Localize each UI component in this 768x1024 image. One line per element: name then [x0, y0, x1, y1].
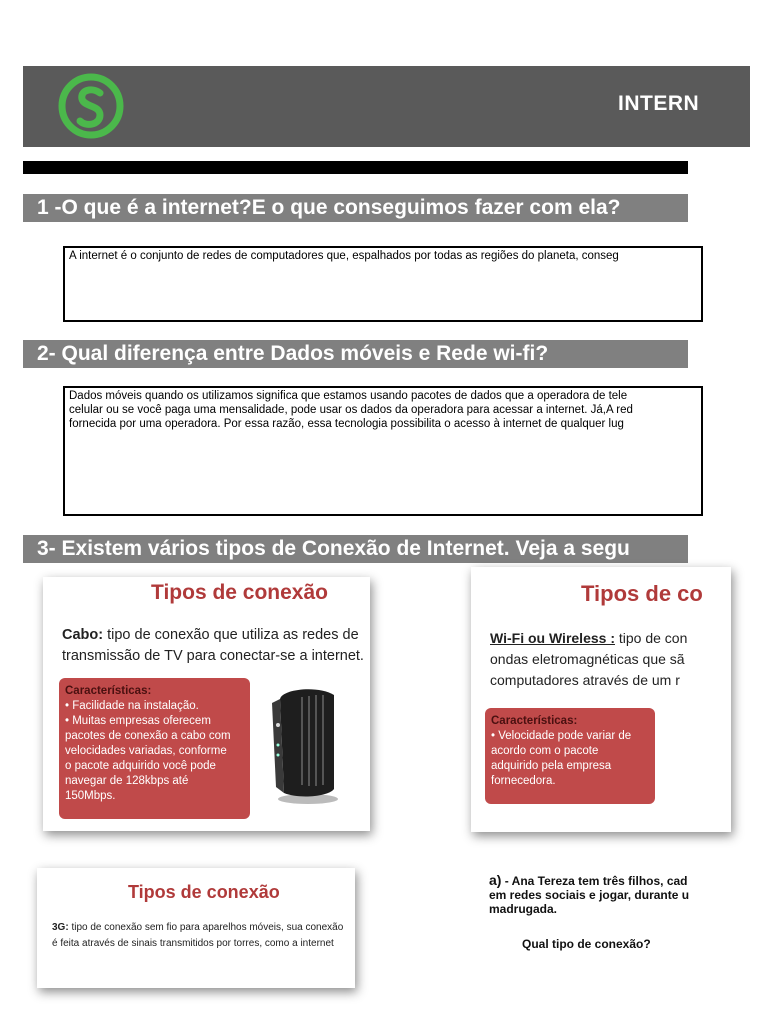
card-cabo-term: Cabo:: [62, 627, 104, 643]
characteristic-line: navegar de 128kbps até: [65, 775, 189, 787]
card-3g-description: [52, 920, 343, 952]
card-3g: [37, 868, 355, 988]
answer-2-box[interactable]: [63, 386, 703, 516]
characteristic-line: • Facilidade na instalação.: [65, 700, 199, 712]
answer-2-line: fornecida por uma operadora. Por essa razão, essa tecnologia possibilita o acesso à internet de qualquer lug: [69, 418, 624, 430]
card-wifi: [471, 567, 731, 832]
card-wifi-term: Wi-Fi ou Wireless :: [490, 630, 615, 646]
answer-2-line: celular ou se você paga uma mensalidade, pode usar os dados da operadora para acessar a internet. Já,A red: [69, 404, 633, 416]
cable-modem-icon: [268, 685, 340, 805]
card-wifi-description: [490, 628, 687, 691]
card-3g-desc-line2: é feita através de sinais transmitidos por torres, como a internet: [52, 938, 334, 949]
characteristic-line: 150Mbps.: [65, 790, 116, 802]
card-wifi-desc-line3: computadores através de um r: [490, 672, 680, 688]
exercise-a-label: a): [489, 872, 502, 888]
characteristic-line: o pacote adquirido você pode: [65, 760, 216, 772]
divider-rule: [23, 161, 688, 174]
exercise-a-line3: madrugada.: [489, 902, 558, 916]
characteristic-line: • Muitas empresas oferecem: [65, 715, 211, 727]
s-circle-logo-icon: [56, 73, 126, 139]
card-wifi-desc-line1: tipo de con: [614, 630, 688, 646]
characteristics-title: Características:: [491, 715, 578, 727]
question-3-title: 3- Existem vários tipos de Conexão de Internet. Veja a segu: [23, 535, 688, 563]
card-wifi-characteristics: [485, 708, 655, 804]
card-wifi-title: Tipos de co: [581, 581, 703, 606]
card-3g-desc-line1: tipo de conexão sem fio para aparelhos móveis, sua conexão: [68, 922, 344, 933]
characteristic-line: acordo com o pacote: [491, 745, 599, 757]
answer-2-line: Dados móveis quando os utilizamos significa que estamos usando pacotes de dados que a operadora de tele: [69, 390, 628, 402]
header-title: INTERN: [618, 92, 700, 115]
card-cabo-desc-line1: tipo de conexão que utiliza as redes de: [103, 627, 359, 643]
card-cabo-characteristics: [59, 678, 250, 819]
exercise-a-line1: - Ana Tereza tem três filhos, cad: [501, 874, 688, 888]
question-2-title: 2- Qual diferença entre Dados móveis e Rede wi-fi?: [23, 340, 688, 368]
answer-1-box[interactable]: [63, 246, 703, 322]
characteristic-line: • Velocidade pode variar de: [491, 730, 632, 742]
card-wifi-desc-line2: ondas eletromagnéticas que sã: [490, 651, 685, 667]
card-cabo-title: Tipos de conexão: [151, 581, 328, 604]
characteristic-line: adquirido pela empresa: [491, 760, 612, 772]
characteristic-line: velocidades variadas, conforme: [65, 745, 227, 757]
question-1-title: 1 -O que é a internet?E o que conseguimos fazer com ela?: [23, 194, 688, 222]
characteristics-title: Características:: [65, 685, 152, 697]
exercise-a: [489, 873, 699, 916]
characteristic-line: pacotes de conexão a cabo com: [65, 730, 231, 742]
card-cabo-description: [62, 625, 364, 667]
card-3g-title: Tipos de conexão: [128, 882, 280, 902]
exercise-a-prompt: Qual tipo de conexão?: [522, 937, 651, 951]
card-cabo-desc-line2: transmissão de TV para conectar-se a internet.: [62, 648, 364, 664]
exercise-a-line2: em redes sociais e jogar, durante u: [489, 888, 690, 902]
characteristic-line: fornecedora.: [491, 775, 556, 787]
card-cabo: [43, 577, 370, 831]
answer-1-line: A internet é o conjunto de redes de computadores que, espalhados por todas as regiões do planeta, conseg: [69, 250, 619, 262]
card-3g-term: 3G:: [52, 922, 69, 933]
